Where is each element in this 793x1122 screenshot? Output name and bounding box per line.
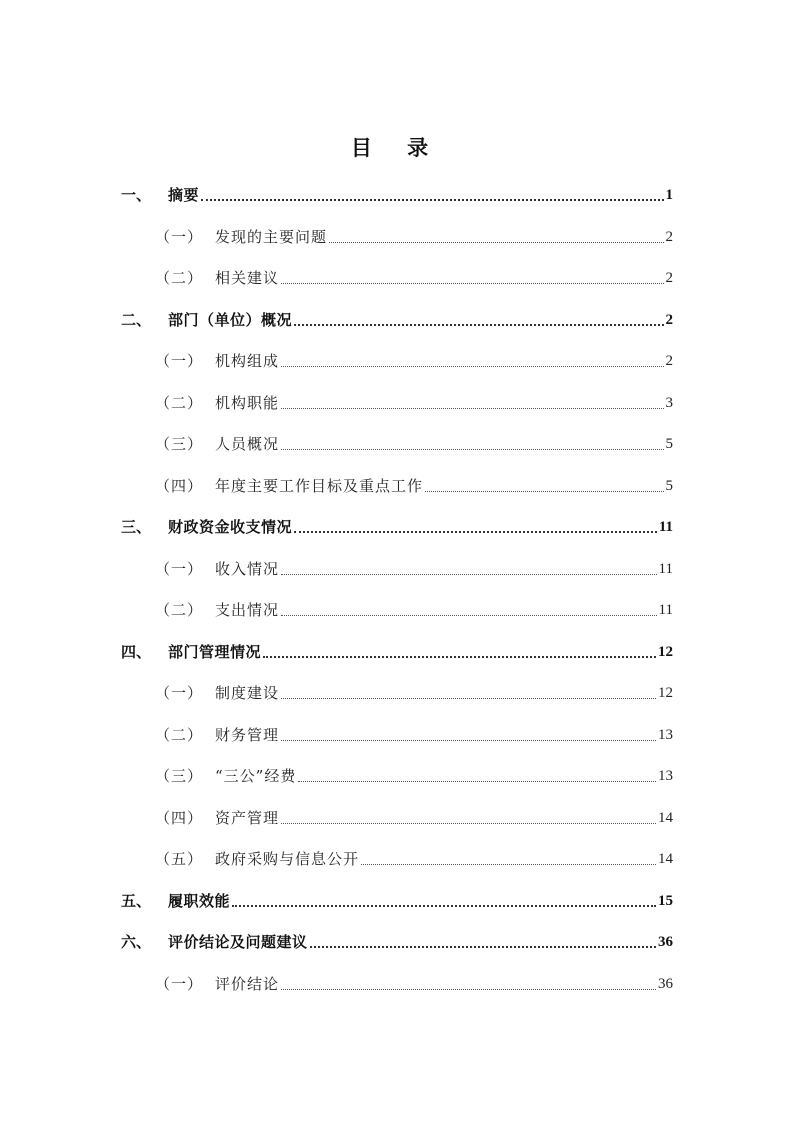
- toc-entry-label: 年度主要工作目标及重点工作: [215, 476, 424, 495]
- toc-section-entry[interactable]: [121, 923, 673, 953]
- toc-subsection-entry[interactable]: [155, 591, 673, 621]
- toc-section-entry[interactable]: [121, 508, 673, 538]
- toc-entry-number: （一）: [155, 974, 204, 993]
- toc-dot-leader: [281, 283, 663, 284]
- toc-entry-page-number: 11: [658, 560, 673, 577]
- toc-dot-leader: [281, 366, 663, 367]
- toc-entry-page-number: 2: [665, 228, 673, 245]
- toc-entry-number: 四、: [121, 642, 152, 661]
- toc-entry-label: 部门管理情况: [168, 642, 262, 661]
- toc-entry-label: 财务管理: [215, 725, 280, 744]
- toc-dot-leader: [281, 740, 656, 741]
- toc-entry-label: 发现的主要问题: [215, 227, 328, 246]
- toc-entry-number: （四）: [155, 808, 204, 827]
- toc-subsection-entry[interactable]: [155, 384, 673, 414]
- toc-subsection-entry[interactable]: [155, 467, 673, 497]
- toc-subsection-entry[interactable]: [155, 550, 673, 580]
- toc-subsection-entry[interactable]: [155, 757, 673, 787]
- toc-subsection-entry[interactable]: [155, 218, 673, 248]
- toc-subsection-entry[interactable]: [155, 259, 673, 289]
- toc-dot-leader: [263, 656, 656, 658]
- toc-entry-label: 评价结论: [215, 974, 280, 993]
- toc-dot-leader: [294, 324, 663, 326]
- page-title: 目 录: [350, 135, 443, 160]
- toc-entry-page-number: 14: [658, 851, 673, 867]
- toc-entry-number: 六、: [121, 933, 152, 951]
- toc-entry-label: 收入情况: [215, 559, 280, 578]
- toc-entry-page-number: 5: [665, 477, 673, 494]
- toc-subsection-entry[interactable]: [155, 342, 673, 372]
- toc-subsection-entry[interactable]: [155, 674, 673, 704]
- toc-entry-label: 相关建议: [215, 269, 280, 287]
- toc-entry-page-number: 12: [658, 685, 673, 701]
- toc-dot-leader: [281, 615, 657, 616]
- toc-entry-label: 摘要: [168, 186, 200, 204]
- toc-entry-number: 二、: [121, 310, 152, 329]
- toc-entry-number: （三）: [155, 767, 204, 785]
- toc-entry-page-number: 11: [658, 519, 673, 535]
- toc-entry-page-number: 13: [658, 726, 673, 743]
- toc-entry-page-number: 12: [658, 643, 673, 660]
- toc-entry-number: （二）: [155, 725, 204, 744]
- toc-entry-page-number: 36: [658, 975, 673, 992]
- toc-dot-leader: [281, 823, 656, 824]
- toc-entry-label: 履职效能: [168, 891, 231, 910]
- toc-entry-number: 一、: [121, 186, 152, 204]
- toc-dot-leader: [329, 242, 663, 243]
- toc-subsection-entry[interactable]: [155, 716, 673, 746]
- toc-entry-label: 支出情况: [215, 601, 280, 619]
- toc-dot-leader: [281, 408, 663, 409]
- toc-entry-number: （二）: [155, 269, 204, 287]
- toc-entry-page-number: 2: [665, 270, 673, 286]
- toc-entry-page-number: 5: [665, 436, 673, 452]
- toc-entry-label: 制度建设: [215, 684, 280, 702]
- toc-entry-number: （三）: [155, 435, 204, 453]
- toc-entry-label: 机构组成: [215, 352, 280, 370]
- toc-section-entry[interactable]: [121, 882, 673, 912]
- toc-entry-label: “三公”经费: [215, 767, 297, 785]
- toc-entry-number: （五）: [155, 850, 204, 868]
- toc-entry-number: （二）: [155, 601, 204, 619]
- toc-dot-leader: [232, 905, 656, 907]
- toc-entry-page-number: 13: [658, 768, 673, 784]
- toc-entry-number: （一）: [155, 559, 204, 578]
- toc-entry-label: 政府采购与信息公开: [215, 850, 360, 868]
- toc-entry-page-number: 14: [658, 809, 673, 826]
- toc-dot-leader: [281, 574, 657, 575]
- toc-section-entry[interactable]: [121, 176, 673, 206]
- toc-subsection-entry[interactable]: [155, 425, 673, 455]
- toc-entry-label: 部门（单位）概况: [168, 310, 293, 329]
- toc-subsection-entry[interactable]: [155, 840, 673, 870]
- toc-dot-leader: [310, 946, 656, 948]
- toc-dot-leader: [201, 199, 663, 201]
- toc-subsection-entry[interactable]: [155, 965, 673, 995]
- toc-entry-page-number: 11: [658, 602, 673, 618]
- toc-entry-number: （二）: [155, 393, 204, 412]
- toc-entry-label: 资产管理: [215, 808, 280, 827]
- toc-entry-label: 机构职能: [215, 393, 280, 412]
- toc-entry-label: 评价结论及问题建议: [168, 933, 308, 951]
- toc-entry-number: （一）: [155, 227, 204, 246]
- toc-section-entry[interactable]: [121, 301, 673, 331]
- toc-dot-leader: [361, 864, 656, 865]
- toc-dot-leader: [298, 781, 656, 782]
- toc-dot-leader: [281, 449, 663, 450]
- toc-section-entry[interactable]: [121, 633, 673, 663]
- toc-entry-label: 财政资金收支情况: [168, 518, 293, 536]
- toc-entry-number: （一）: [155, 684, 204, 702]
- toc-dot-leader: [281, 698, 656, 699]
- toc-dot-leader: [294, 531, 657, 533]
- toc-entry-number: 五、: [121, 891, 152, 910]
- toc-entry-number: （四）: [155, 476, 204, 495]
- toc-entry-page-number: 2: [665, 311, 673, 328]
- toc-dot-leader: [425, 491, 663, 492]
- toc-subsection-entry[interactable]: [155, 799, 673, 829]
- toc-entry-page-number: 1: [665, 187, 673, 203]
- toc-entry-label: 人员概况: [215, 435, 280, 453]
- toc-entry-page-number: 2: [665, 353, 673, 369]
- toc-entry-page-number: 15: [658, 892, 673, 909]
- toc-entry-number: （一）: [155, 352, 204, 370]
- toc-entry-number: 三、: [121, 518, 152, 536]
- toc-entry-page-number: 3: [665, 394, 673, 411]
- toc-entry-page-number: 36: [658, 934, 673, 950]
- toc-dot-leader: [281, 989, 656, 990]
